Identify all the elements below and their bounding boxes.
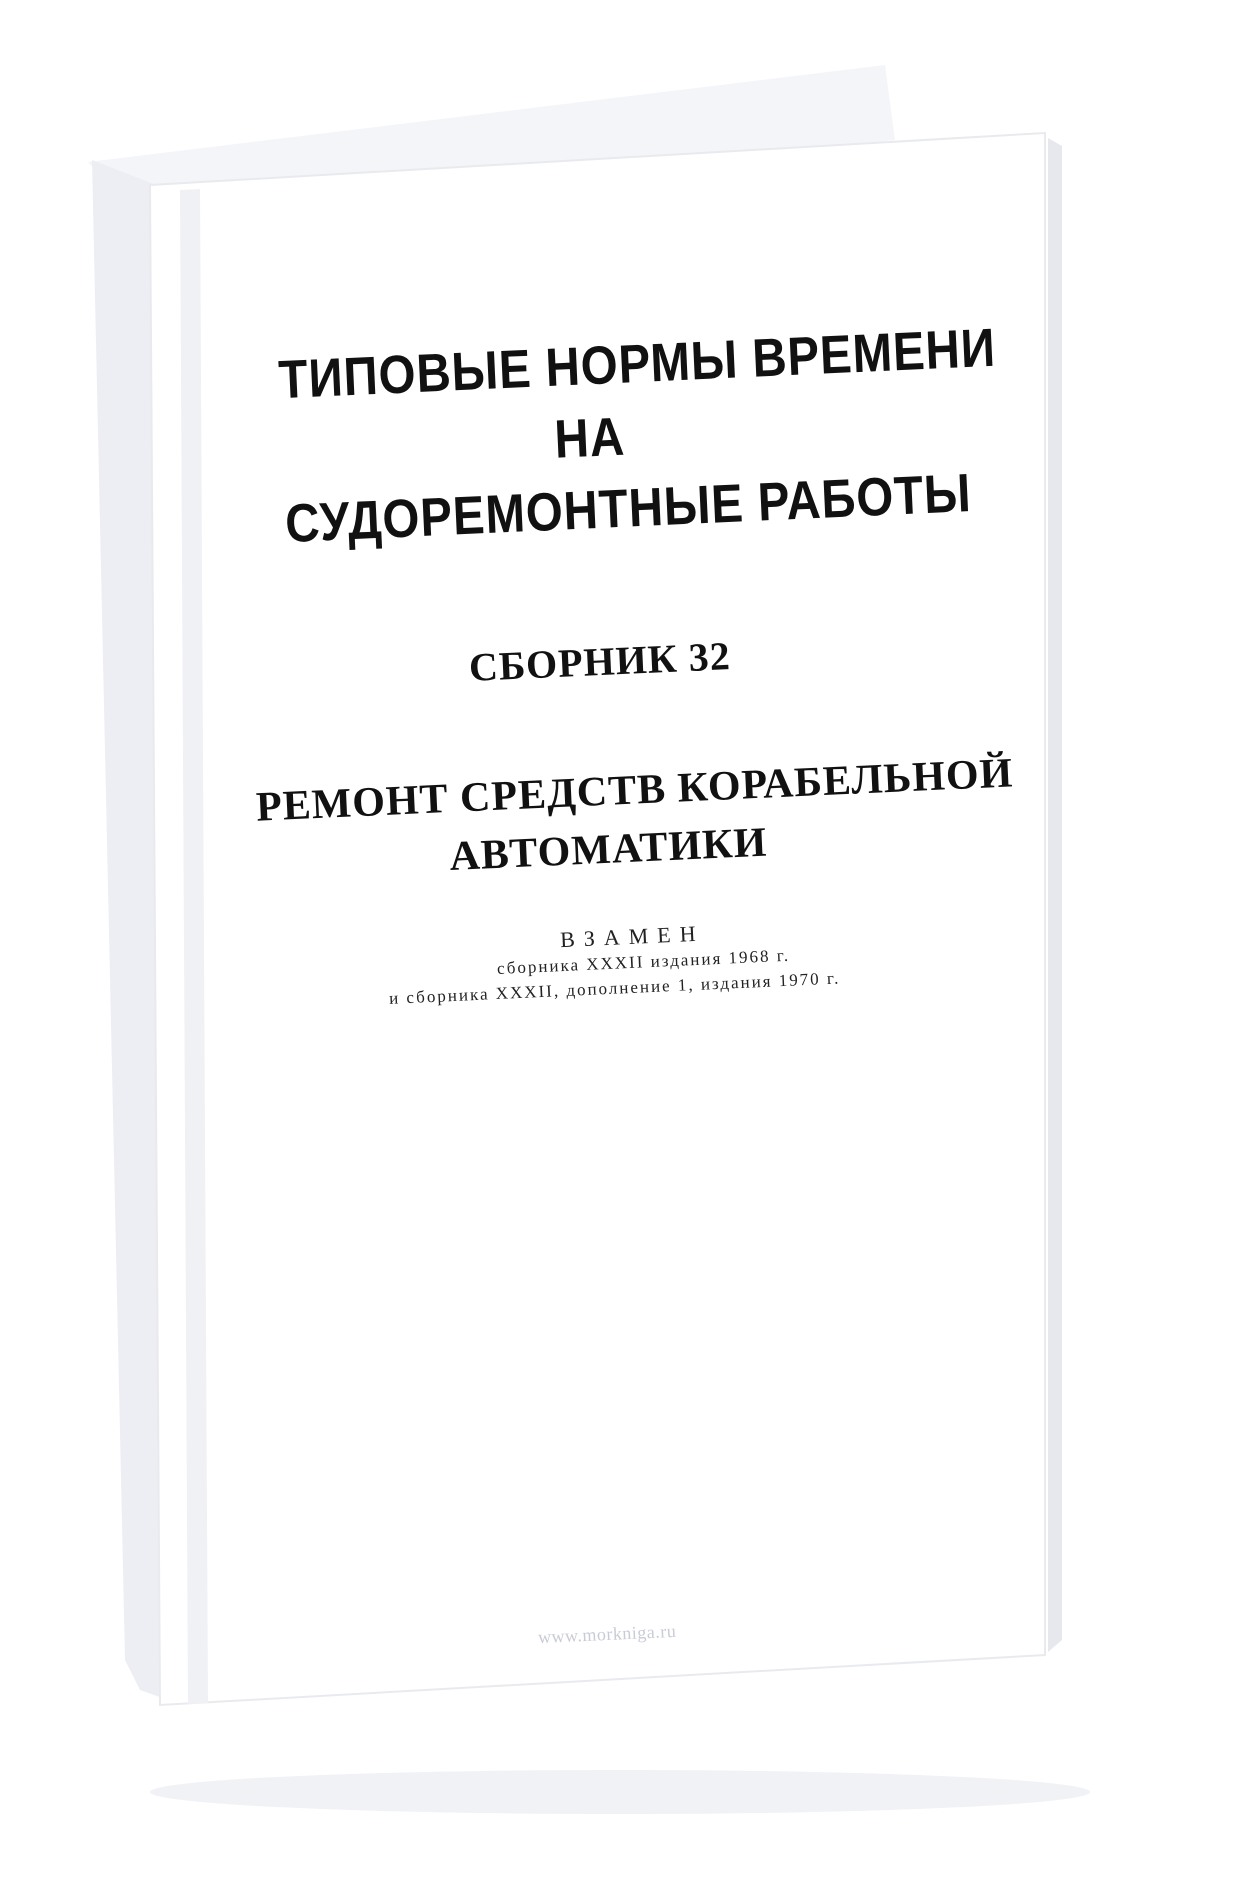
title-line-2: НА	[553, 406, 627, 470]
watermark: www.morkniga.ru	[537, 1620, 677, 1648]
replaces-line-1: сборника XXXII издания 1968 г.	[496, 945, 791, 978]
floor-shadow	[150, 1770, 1090, 1814]
subject-line-2: АВТОМАТИКИ	[448, 819, 769, 880]
replaces-line-2: и сборника XXXII, дополнение 1, издания 1970 г.	[388, 968, 841, 1008]
subject	[255, 747, 1015, 895]
title-line-1: ТИПОВЫЕ НОРМЫ ВРЕМЕНИ	[277, 317, 997, 411]
page-edge	[1048, 138, 1062, 1652]
collection-number: СБОРНИК 32	[468, 633, 732, 690]
replaces-heading: ВЗАМЕН	[559, 920, 706, 953]
subject-line-1: РЕМОНТ СРЕДСТВ КОРАБЕЛЬНОЙ	[255, 750, 1015, 831]
cover-text	[235, 314, 1015, 1016]
title-line-3: СУДОРЕМОНТНЫЕ РАБОТЫ	[283, 463, 973, 555]
